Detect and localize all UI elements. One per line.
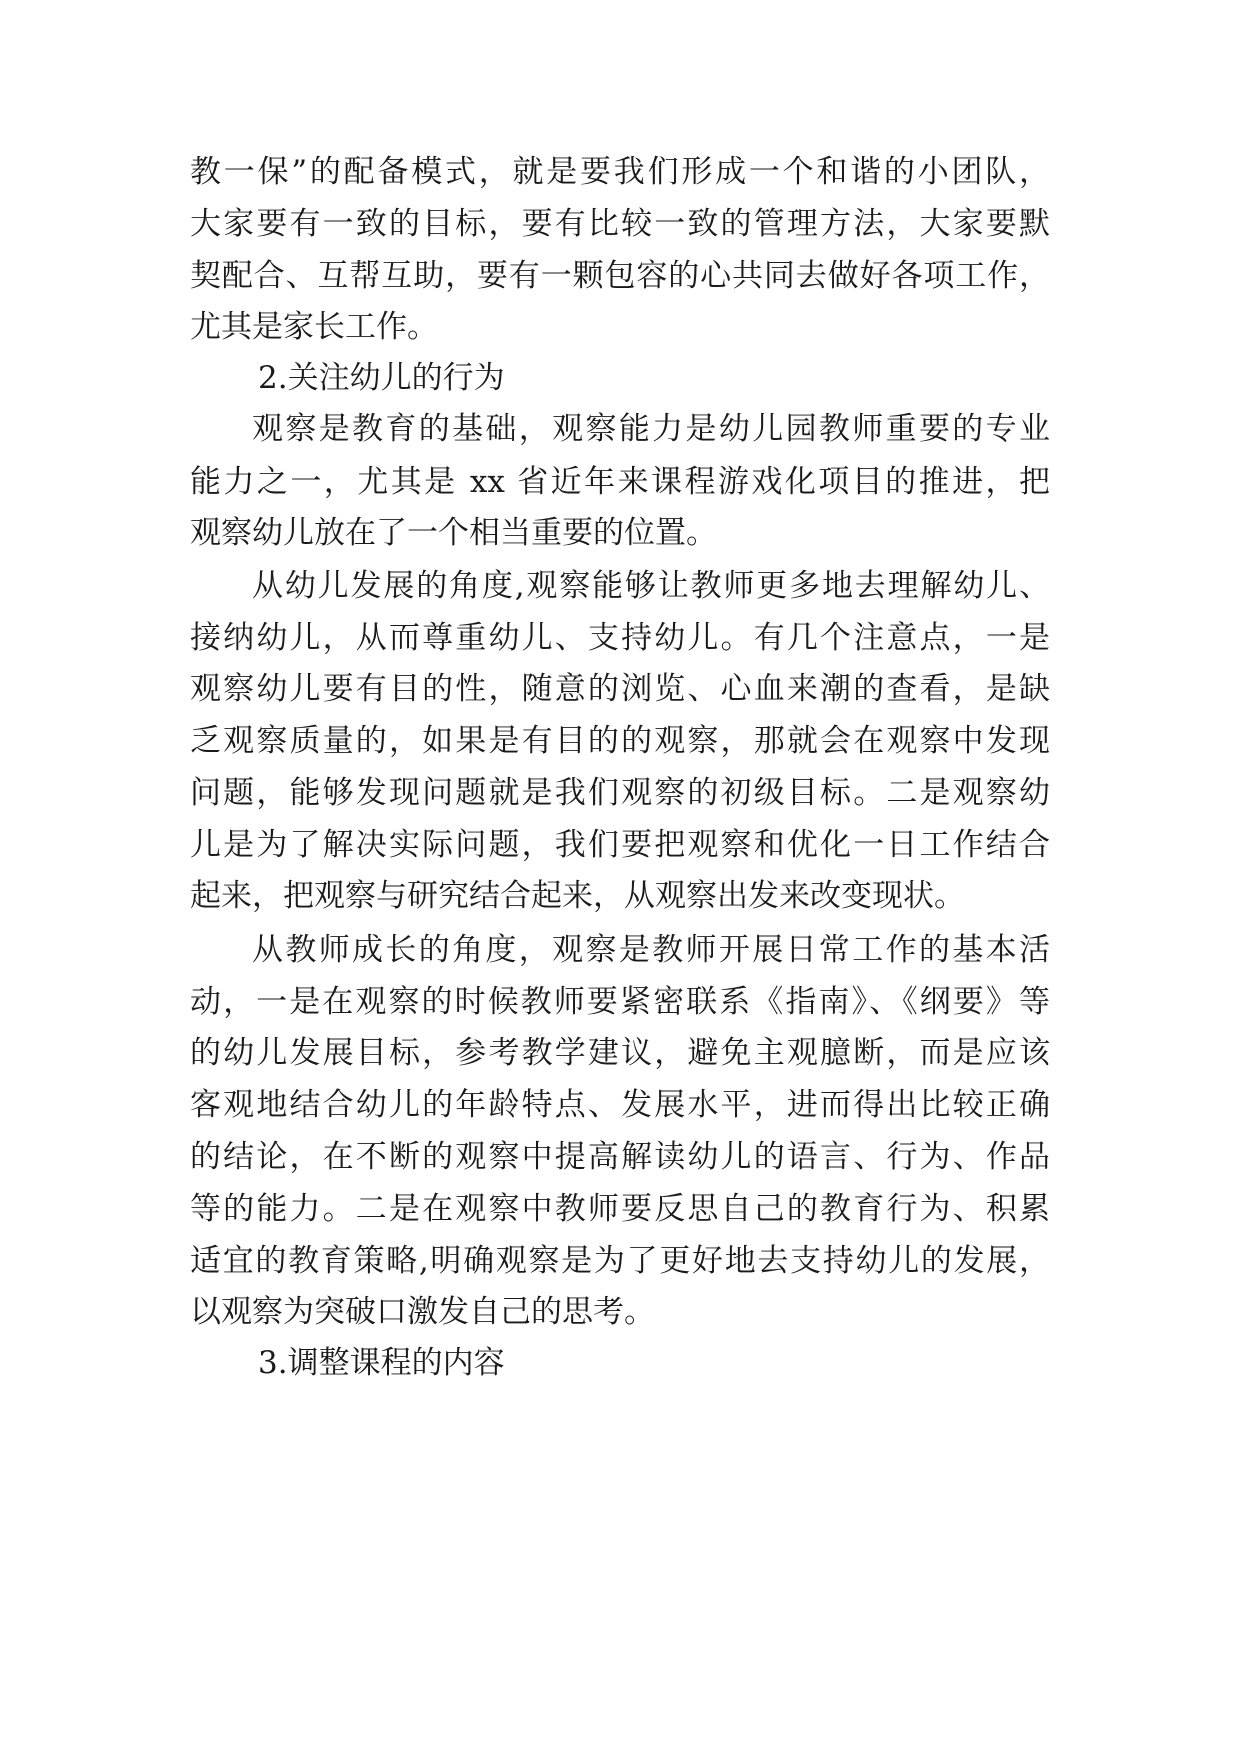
text-line: 等的能力。二是在观察中教师要反思自己的教育行为、积累 [190,1191,1050,1227]
text-line: 从教师成长的角度，观察是教师开展日常工作的基本活 [252,932,1050,968]
text-line: 观察是教育的基础，观察能力是幼儿园教师重要的专业 [252,411,1050,447]
text-line: 的结论，在不断的观察中提高解读幼儿的语言、行为、作品 [190,1139,1050,1175]
text-line: 观察幼儿要有目的性，随意的浏览、心血来潮的查看，是缺 [190,671,1050,707]
text-line: 观察幼儿放在了一个相当重要的位置。 [190,515,717,551]
text-line: 适宜的教育策略,明确观察是为了更好地去支持幼儿的发展， [190,1243,1050,1279]
section-heading: 2.关注幼儿的行为 [258,360,505,396]
text-line: 尤其是家长工作。 [190,309,438,345]
text-line: 乏观察质量的，如果是有目的的观察，那就会在观察中发现 [190,723,1050,759]
text-line: 大家要有一致的目标，要有比较一致的管理方法，大家要默 [190,206,1050,242]
text-line: 教一保”的配备模式，就是要我们形成一个和谐的小团队， [190,154,1050,190]
text-line: 从幼儿发展的角度,观察能够让教师更多地去理解幼儿、 [252,568,1050,604]
text-line: 接纳幼儿，从而尊重幼儿、支持幼儿。有几个注意点，一是 [190,620,1050,656]
text-line: 的幼儿发展目标，参考教学建议，避免主观臆断，而是应该 [190,1035,1050,1071]
text-line: 儿是为了解决实际问题，我们要把观察和优化一日工作结合 [190,827,1050,863]
text-line: 起来，把观察与研究结合起来，从观察出发来改变现状。 [190,878,965,914]
text-line: 动，一是在观察的时候教师要紧密联系《指南》、《纲要》等 [190,984,1050,1020]
text-line: 问题，能够发现问题就是我们观察的初级目标。二是观察幼 [190,775,1050,811]
section-heading: 3.调整课程的内容 [258,1345,505,1381]
text-line: 契配合、互帮互助，要有一颗包容的心共同去做好各项工作， [190,258,1050,294]
text-line: 以观察为突破口激发自己的思考。 [190,1294,655,1330]
text-line: 客观地结合幼儿的年龄特点、发展水平，进而得出比较正确 [190,1087,1050,1123]
text-line: 能力之一，尤其是 xx 省近年来课程游戏化项目的推进，把 [190,464,1050,500]
